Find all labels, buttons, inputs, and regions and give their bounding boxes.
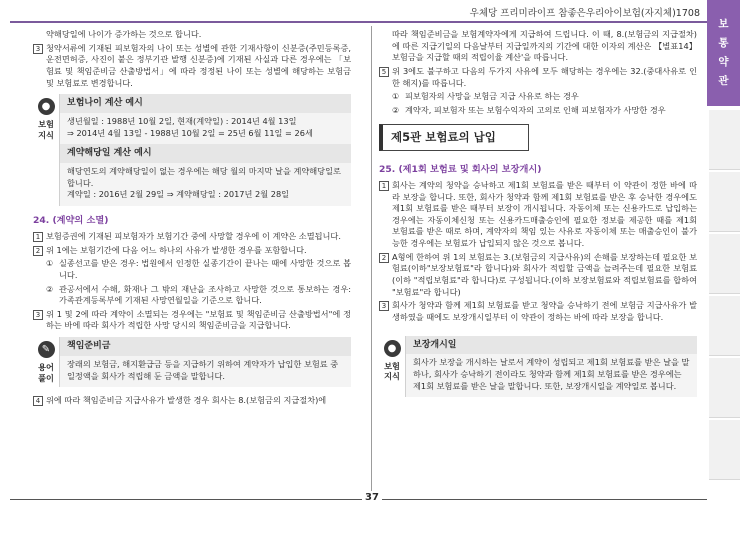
info-line: 생년월일 : 1988년 10월 2일, 현재(계약일) : 2014년 4월 13일: [67, 115, 297, 126]
info-line: ⇒ 2014년 4월 13일 - 1988년 10월 2일 = 25년 6월 11일 = 26세: [67, 127, 313, 138]
pencil-icon: ✎: [38, 341, 55, 358]
info-box-reserve: [33, 337, 351, 387]
footer-rule: [10, 499, 707, 500]
item-number: 3: [33, 44, 43, 54]
page-number: 37: [362, 491, 382, 505]
paragraph-text: 청약서류에 기재된 피보험자의 나이 또는 성별에 관한 기재사항이 신분증(주민등록증, 운전면허증, 사진이 붙은 정부기관 발행 신분증)에 기재된 사실과 다른 경우에는 「보험료 및 책임준비금 산출방법서」에 따라 정정된 나이 또는 성별에 해당하는 보험금 및 보험료로 변경합니다.: [46, 42, 351, 88]
info-badge: [379, 336, 405, 398]
item-number: 2: [379, 253, 389, 263]
chapter-title: 제5관 보험료의 납입: [379, 124, 529, 150]
paragraph: [379, 180, 697, 250]
info-line: 계약일 : 2016년 2월 29일 ⇒ 계약해당일 : 2017년 2월 28일: [67, 189, 290, 200]
paragraph: [33, 245, 351, 257]
paragraph-text: 회사가 청약과 함께 제1회 보험료를 받고 청약을 승낙하기 전에 보험금 지급사유가 발생하였을 때에도 보장개시일부터 이 약관이 정하는 바에 따라 보장을 합니다.: [392, 300, 697, 322]
badge-label: 풀이: [38, 372, 54, 383]
side-tab-slot[interactable]: [709, 296, 740, 356]
item-number: 3: [33, 310, 43, 320]
badge-label: 지식: [384, 371, 400, 382]
info-box-coverage-start: [379, 336, 697, 398]
info-title: 책임준비금: [60, 337, 351, 356]
item-number: 4: [33, 396, 43, 406]
side-tab-char: 통: [718, 37, 729, 50]
paragraph: [33, 309, 351, 332]
sub-item: [33, 258, 351, 281]
lightbulb-icon: ●: [38, 98, 55, 115]
header-rule: [10, 21, 707, 23]
paragraph: [33, 43, 351, 90]
side-tab-slot[interactable]: [709, 420, 740, 480]
sub-marker: ②: [392, 105, 400, 115]
badge-label: 보험: [38, 119, 54, 130]
paragraph: 약해당일에 나이가 증가하는 것으로 합니다.: [46, 29, 202, 39]
info-line: 해당연도의 계약해당일이 없는 경우에는 해당 월의 마지막 날을 계약해당일로 합니다.: [67, 166, 341, 188]
paragraph-text: 위 3에도 불구하고 다음의 두가지 사유에 모두 해당하는 경우에는 32.(중대사유로 인한 해지)를 따릅니다.: [392, 65, 697, 88]
paragraph-text: 회사는 계약의 청약을 승낙하고 제1회 보험료를 받은 때부터 이 약관이 정한 바에 따라 보장을 합니다. 또한, 회사가 청약과 함께 제1회 보험료를 받은 후 승낙한 경우에도 제1회 보험료를 받은 때부터 보장이 개시됩니다. 자동이체 또는 신용카드로 납입하는 경우에는 자동이체신청 또는 신용카드매출승인에 필요한 정보를 제공한 때를 제1회 보험료를 받은 때로 하며, 계약자의 책임 있는 사유로 자동이체 또는 매출승인이 불가능한 경우에는 보험료가 납입되지 않은 것으로 봅니다.: [392, 179, 697, 249]
side-tab-slot[interactable]: [709, 358, 740, 418]
side-tab-slot[interactable]: [709, 172, 740, 232]
item-number: 2: [33, 246, 43, 256]
badge-label: 용어: [38, 362, 54, 373]
sub-text: 관공서에서 수해, 화재나 그 밖의 재난을 조사하고 사망한 것으로 통보하는 경우: 가족관계등록부에 기재된 사망연월일을 기준으로 합니다.: [59, 283, 351, 306]
side-tab-char: 관: [718, 74, 729, 87]
lightbulb-icon: ●: [384, 340, 401, 357]
side-tab-slot[interactable]: [709, 234, 740, 294]
sub-text: 계약자, 피보험자 또는 보험수익자의 고의로 인해 피보험자가 사망한 경우: [405, 104, 666, 115]
item-number: 3: [379, 301, 389, 311]
item-number: 5: [379, 67, 389, 77]
paragraph: [379, 66, 697, 89]
side-tab-char: 약: [718, 56, 729, 68]
paragraph: 따라 책임준비금을 보험계약자에게 지급하여 드립니다. 이 때, 8.(보험금의 지급절차)에 따른 지급기일의 다음날부터 지급일까지의 기간에 대한 이자의 계산은 【별표14】 보험금을 지급할 때의 적립이율 계산'을 따릅니다.: [392, 29, 697, 63]
item-number: 1: [33, 232, 43, 242]
sub-item: [379, 105, 697, 117]
paragraph-text: 보험증권에 기재된 피보험자가 보험기간 중에 사망할 경우에 이 계약은 소멸됩니다.: [46, 231, 341, 241]
left-column: [33, 29, 351, 409]
info-line: 장래의 보험금, 해지환급금 등을 지급하기 위하여 계약자가 납입한 보험료 중 일정액을 회사가 적립해 둔 금액을 말합니다.: [60, 356, 351, 387]
sub-marker: ②: [46, 284, 54, 294]
paragraph: [379, 252, 697, 299]
paragraph: [33, 395, 351, 407]
item-number: 1: [379, 181, 389, 191]
side-tab-bar: [707, 0, 740, 536]
sub-marker: ①: [392, 92, 400, 102]
section-title: 25. (제1회 보험료 및 회사의 보장개시): [379, 163, 542, 175]
paragraph: [379, 300, 697, 323]
sub-item: [33, 284, 351, 307]
info-line: 회사가 보장을 개시하는 날로서 계약이 성립되고 제1회 보험료를 받은 날을 말하나, 회사가 승낙하기 전이라도 청약과 함께 제1회 보험료를 받은 경우에는 제1회 보험료를 받은 날을 말합니다. 또한, 보장개시일을 계약일로 봅니다.: [406, 354, 697, 397]
info-title: 보험나이 계산 예시: [60, 94, 351, 113]
section-title: 24. (계약의 소멸): [33, 214, 109, 226]
paragraph-text: A형에 한하여 위 1의 보험료는 3.(보험금의 지급사유)의 손해를 보장하는데 필요한 보험료(이하"보장보험료"라 합니다)와 회사가 적립할 금액을 늘려주는데 필요한 보험료(이하 "적립보험료"라 합니다)로 구성됩니다.(이하 보장보험료와 적립보험료를 합하여 "보험료"라 합니다): [392, 251, 697, 297]
paragraph-text: 위 1 및 2에 따라 계약이 소멸되는 경우에는 "보험료 및 책임준비금 산출방법서"에 정하는 바에 따라 회사가 적립한 사망 당시의 책임준비금을 지급합니다.: [46, 308, 351, 331]
info-title: 보장개시일: [406, 336, 697, 355]
info-box-insurance-age: [33, 94, 351, 206]
sub-text: 실종선고를 받은 경우: 법원에서 인정한 실종기간이 끝나는 때에 사망한 것으로 봅니다.: [59, 258, 351, 280]
paragraph-text: 위 1에는 보험기간에 다음 어느 하나의 사유가 발생한 경우를 포함합니다.: [46, 244, 307, 255]
info-badge: [33, 94, 59, 206]
header-title: 우체당 프리미라이프 참좋은우리아이보험(자지체)1708: [469, 8, 700, 19]
paragraph: [33, 231, 351, 243]
right-column: [379, 29, 697, 405]
info-title: 계약해당일 계산 예시: [60, 144, 351, 163]
side-tab-slot[interactable]: [709, 110, 740, 170]
badge-label: 지식: [38, 129, 54, 140]
info-badge: [33, 337, 59, 387]
side-tab-char: 보: [718, 18, 729, 31]
column-divider: [371, 26, 372, 504]
sub-item: [379, 91, 697, 103]
paragraph-text: 위에 따라 책임준비금 지급사유가 발생한 경우 회사는 8.(보험금의 지급절차)에: [46, 395, 327, 406]
badge-label: 보험: [384, 360, 400, 371]
sub-marker: ①: [46, 259, 54, 269]
sub-text: 피보험자의 사망을 보험금 지급 사유로 하는 경우: [405, 91, 579, 102]
side-tab-active[interactable]: [707, 0, 740, 106]
